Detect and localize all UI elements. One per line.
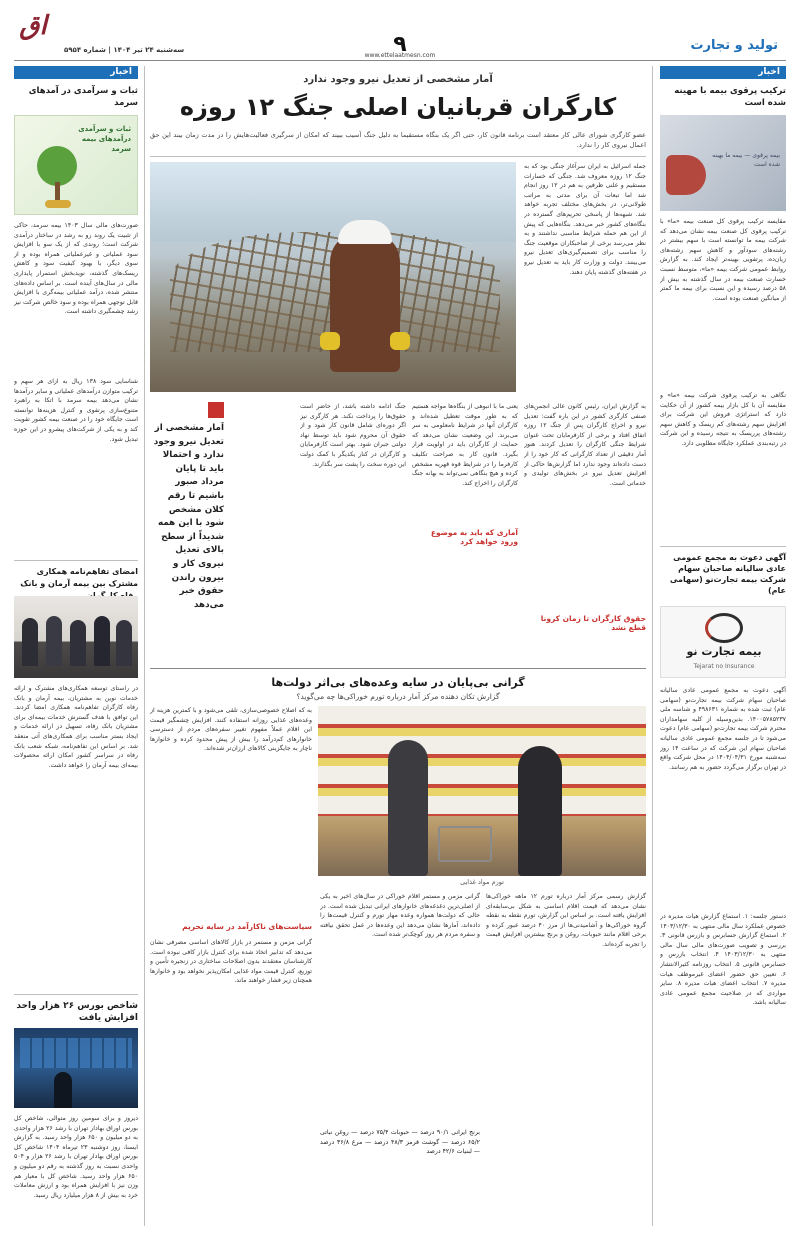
ettelaat-logo: اق <box>19 11 47 41</box>
tree-trunk-icon <box>55 182 60 202</box>
subhead-2: حقوق کارگران تا زمان کرونا قطع نشد <box>540 614 646 632</box>
right-column-rule <box>652 66 653 1226</box>
sky <box>150 162 516 242</box>
bottom-col-4: گرانی مزمن و مستمر در بازار کالاهای اساسی مصرفی نشان می‌دهد که تدابیر اتخاذ شده برای کنترل بازار کافی نبوده است. کارشناسان معتقدند بدون اصلاحات ساختاری در زنجیره تأمین و توزیع، کنترل قیمت مواد غذایی امکان‌پذیر نخواهد بود و خانوارها همچنان زیر فشار خواهند ماند. <box>150 939 312 985</box>
shopping-cart-icon <box>438 826 492 862</box>
ticker-board <box>20 1038 132 1068</box>
sarmad-ad-title: ثبات و سرآمدی درآمدهای بیمه سرمد <box>78 125 131 153</box>
meeting-body: آگهی دعوت به مجمع عمومی عادی سالیانه صاحبان سهام شرکت بیمه تجارت‌نو (سهامی عام) ثبت شده به شماره ۴۹۸۶۳۱ و شناسه ملی ۱۴۰۰۵۷۸۵۲۳۷. بدین‌وسیله از کلیه سهامداران محترم شرکت بیمه تجارت‌نو (سهامی عام) دعوت می‌شود تا در جلسه مجمع عمومی عادی سالیانه صاحبان سهام این شرکت که در ساعت ۱۴ روز سه‌شنبه مورخ ۱۴۰۴/۰۴/۳۱ در محل شرکت واقع در تهران برگزار می‌گردد حضور به هم رسانند. <box>660 687 786 771</box>
section-title: تولید و تجارت <box>690 38 778 53</box>
website: www.ettelaatmesn.com <box>364 52 436 59</box>
grocery-photo <box>318 706 646 876</box>
workers-photo <box>150 162 516 392</box>
quote-logo-icon <box>208 402 224 418</box>
ad-caption: بیمه پرقوی — بیمه ما بهینه شده است <box>712 152 780 168</box>
photo-caption: تورم مواد غذایی <box>460 878 504 886</box>
main-col-1: جمله اسرائیل به ایران سرآغاز جنگی بود که به جنگ ۱۲ روزه معروف شد. جنگی که خسارات مستقیم و علنی ظرفین به هم در ۱۲ روز انجام شد اما تبعات آن برای مدتی به مراتب طولانی‌تر، در بخش‌های مختلف تجربه خواهد شد. شبهه‌ها از پاسخی تحریم‌های گسترده در بنگاه‌های کشور خبر می‌دهد. بنگاه‌هایی که پیش از این هم حمله شرایط مناسبی نداشتند و به نظر می‌رسد برخی از صاحبکاران موقعیت جنگ را مناسب برای تصمیم‌گیری‌های تعدیل نیرو می‌بینند. دولت و وزارت کار باید به تعدیل نیرو در هفته‌های گذشته پایان دهند. <box>524 163 646 276</box>
person-icon <box>46 616 62 666</box>
bourse-body: دیروز و برای سومین روز متوالی، شاخص کل بورس اوراق بهادار تهران با رشد ۲۶ هزار واحدی به دو میلیون و ۶۵۰ هزار واحد رسید. به گزارش ایسنا، روز دوشنبه ۲۳ تیرماه ۱۴۰۴ شاخص کل بورس اوراق بهادار تهران با رشد ۲۶ هزار و ۵۰۴ واحدی نسبت به روز گذشته به رقم دو میلیون و ۶۵۰ هزار واحد رسید. شاخص کل با معیار هم وزن نیز با افزایش همراه بود و ارزش معاملات خرد به بیش از ۸ هزار میلیارد ریال رسید. <box>14 1115 138 1199</box>
logo-mark-icon <box>705 613 743 643</box>
bottom-story <box>150 672 646 1228</box>
glove-icon <box>320 332 340 350</box>
main-headline: کارگران قربانیان اصلی جنگ ۱۲ روزه <box>179 93 617 121</box>
left-column <box>14 66 138 1226</box>
pullquote: آمار مشخصی از تعدیل نیرو وجود ندارد و احتمالا باید تا پایان مرداد صبور باشیم تا رقم کلان مشخص شود با این همه شدیداً از سطح بالای تعدیل نیروی کار و بیرون راندن حقوق خبر می‌دهد <box>153 423 224 610</box>
shopper-figure <box>388 740 428 876</box>
hard-hat-icon <box>338 220 392 244</box>
person-icon <box>94 616 110 666</box>
main-col-4: جنگ ادامه داشته باشد، از حاضر است حقوق‌ها را پرداخت نکند. هر کارگری نیز اگر دوره‌ای شامل قانون کار شود و از حقوق آن محروم شود باید توسط نهاد دولتی جبران شود. بهتر است کارفرمایان و کارگران در کنار یکدیگر با کمک دولت این دوره سخت را پشت سر بگذارند. <box>300 403 406 468</box>
header-rule <box>14 60 786 61</box>
left-news-tag: اخبار <box>14 66 138 79</box>
brand-name-en: Tejarat no Insurance <box>693 663 755 670</box>
bourse-title: شاخص بورس ۲۶ هزار واحد افزایش یافت <box>16 1001 138 1023</box>
page-number: ۹ <box>393 32 407 57</box>
mou-body: در راستای توسعه همکاری‌های مشترک و ارائه خدمات نوین به مشتریان، بیمه آرمان و بانک رفاه کارگران تفاهم‌نامه همکاری امضا کردند. این توافق با هدف گسترش خدمات بیمه‌ای برای مشتریان بانک رفاه، تسهیل در ارائه خدمات و ایجاد بستر مناسب برای همکاری‌های آتی منعقد شد. بر اساس این تفاهم‌نامه، شبکه شعب بانک رفاه در سراسر کشور امکان ارائه محصولات بیمه‌ای بیمه آرمان را خواهد داشت. <box>14 685 138 769</box>
main-lead: عضو کارگری شورای عالی کار معتقد است برنامه قانون کار، حتی اگر یک بنگاه مستقیما به دلیل جنگ آسیب ببیند که امکان از سرگیری فعالیت‌هایش را در مدت زمان بیند این حق اعمال نیروی کار را ندارد. <box>150 131 646 149</box>
bottom-title: گرانی بی‌پایان در سایه وعده‌های بی‌اثر دولت‌ها <box>271 676 525 689</box>
shelves <box>318 706 646 816</box>
person-icon <box>54 1072 72 1108</box>
main-col-3: یعنی ما با انبوهی از بنگاه‌ها مواجه هستیم که به طور موقت تعطیل شده‌اند و کارگران آنها در شرایط نامعلومی به سر می‌برند. این وضعیت نشان می‌دهد که حمایت از کارگران باید در اولویت قرار بگیرد. قانون کار به صراحت تکلیف کارفرما را در شرایط قوه قهریه مشخص کرده و هیچ بنگاهی نمی‌تواند به بهانه جنگ کارگران را اخراج کند. <box>412 403 518 487</box>
bottom-kicker: گزارش تکان دهنده مرکز آمار درباره تورم خوراکی‌ها چه می‌گوید؟ <box>296 692 500 701</box>
left-news-title: ثبات و سرآمدی در آمدهای سرمد <box>28 86 138 108</box>
mou-photo <box>14 596 138 678</box>
left-column-rule <box>144 66 145 1226</box>
worker-figure <box>330 232 400 372</box>
ma-insurance-ad <box>660 115 786 211</box>
right-news-title: ترکیب پرقوی بیمه با مهینه شده است <box>674 86 786 108</box>
left-divider-2 <box>14 994 138 995</box>
tree-icon <box>37 146 77 186</box>
bottom-subhead: سیاست‌های ناکارآمد در سایه تحریم <box>182 922 312 931</box>
left-news-body-2: شناسایی سود ۱۳۸ ریال به ازای هر سهم و ترکیب متوازن درآمدهای عملیاتی و سایر درآمدها نشان می‌دهد بیمه سرمد با اتکا به راهبرد متنوع‌سازی پرتفوی و کنترل هزینه‌ها توانسته است جایگاه خود را در صنعت بیمه کشور تقویت کند و به یکی از شرکت‌های پیشرو در این حوزه تبدیل شود. <box>14 378 138 443</box>
main-col-2: به گزارش ایران، رئیس کانون عالی انجمن‌های صنفی کارگری کشور در این باره گفت: تعدیل نیرو و اخراج کارگران پس از جنگ ۱۲ روزه اتفاق افتاد و برخی از کارفرمایان تحت عنوان شرایط جنگی کارگران را تعدیل کردند. هنوز آمار دقیقی از تعداد کارگرانی که کار خود را از دست داده‌اند وجود ندارد اما گزارش‌ها حاکی از افزایش تعدیل نیرو در بخش‌های تولیدی و خدماتی است. <box>524 403 646 487</box>
meeting-title: آگهی دعوت به مجمع عمومی عادی سالیانه صاحبان سهام شرکت بیمه تجارت‌نو (سهامی عام) <box>669 553 786 595</box>
bottom-col-2: گزارش رسمی مرکز آمار درباره تورم ۱۲ ماهه خوراکی‌ها نشان می‌دهد که قیمت اقلام اساسی به شکل بی‌سابقه‌ای افزایش یافته است. بر اساس این گزارش، تورم نقطه به نقطه گروه خوراکی‌ها و آشامیدنی‌ها از مرز ۴۰ درصد عبور کرده و برخی اقلام مانند حبوبات، روغن و برنج بیشترین افزایش قیمت را تجربه کرده‌اند. <box>486 893 646 948</box>
meeting-agenda: دستور جلسه: ۱. استماع گزارش هیات مدیره در خصوص عملکرد سال مالی منتهی به ۱۴۰۳/۱۲/۳۰ ۲. استماع گزارش حسابرس و بازرس قانونی ۳. بررسی و تصویب صورت‌های مالی سال مالی منتهی به ۱۴۰۳/۱۲/۳۰ ۴. انتخاب بازرس و حسابرس قانونی ۵. انتخاب روزنامه کثیرالانتشار ۶. تعیین حق حضور اعضای غیرموظف هیات مدیره ۷. انتخاب اعضای هیات مدیره ۸. سایر مواردی که در صلاحیت مجمع عمومی عادی سالیانه باشد. <box>660 913 786 1007</box>
brand-name: بیمه تجارت نو <box>686 645 762 658</box>
person-icon <box>116 620 132 666</box>
bottom-col-1: به که اصلاح خصوصی‌سازی، تلقی می‌شود و با کمترین هزینه از وعده‌های غذایی روزانه استفاده کنند. افزایش چشمگیر قیمت این اقلام عملاً مفهوم تغییر سفره‌های مردم از دسترسی خانوارهای کم‌درآمد را بیش از پیش محدود کرده و خانوارها ناچار به جایگزینی کالاهای ارزان‌تر شده‌اند. <box>150 707 312 753</box>
right-column <box>660 66 786 1226</box>
left-news-body: صورت‌های مالی سال ۱۴۰۳ بیمه سرمد، حاکی از تثبیت یک روند رو به رشد در ساختار درآمدی شرکت است؛ روندی که از یک سو با افزایش سود عملیاتی و غیرعملیاتی همراه بوده و از سوی دیگر، با بهبود کیفیت سود و کاهش ریسک‌های گذشته، نویدبخش استمرار پایداری مالی در سال‌های آینده است. بر اساس داده‌های منتشر شده، درآمد عملیاتی بیمه‌گری با افزایش قابل توجهی همراه بوده و سود خالص شرکت نیز رشد چشمگیری داشته است. <box>14 222 138 316</box>
bottom-col-3: گرانی مزمن و مستمر اقلام خوراکی در سال‌های اخیر به یکی از اصلی‌ترین دغدغه‌های خانوارهای ایرانی تبدیل شده است. در حالی که دولت‌ها همواره وعده مهار تورم و کنترل قیمت‌ها را داده‌اند، آمارها نشان می‌دهد این وعده‌ها در عمل تحقق نیافته و سفره مردم هر روز کوچک‌تر شده است. <box>320 893 480 939</box>
lead-rule <box>150 156 646 157</box>
sarmad-ad-image <box>14 115 138 215</box>
tejarat-no-logo <box>660 606 786 678</box>
main-bottom-rule <box>150 668 646 669</box>
main-kicker: آمار مشخصی از تعدیل نیرو وجود ندارد <box>303 74 493 85</box>
right-news-body-2: نگاهی به ترکیب پرقوی شرکت بیمه «ما» و مقایسه آن با کل بازار بیمه کشور از آن حکایت دارد که استراتژی فروش این شرکت برای افزایش سهم رشته‌های کم ریسک و کاهش سهم رشته‌های پرریسک به نتیجه رسیده و این شرکت در رتبه‌بندی عملکرد جایگاه مطلوبی دارد. <box>660 392 786 447</box>
person-icon <box>70 620 86 666</box>
right-news-body: مقایسه ترکیب پرقوی کل صنعت بیمه «ما» با ترکیب پرقوی کل صنعت بیمه نشان می‌دهد که شرکت بیمه ما توانسته است با سهم بیشتر در رشته‌های سودآور و کاهش سهم رشته‌های زیان‌ده، پرتفویی بهینه‌تر ایجاد کند. به گزارش روابط عمومی شرکت بیمه «ما»، متوسط نسبت خسارت صنعت بیمه در سال گذشته به بیش از ۵۸ درصد رسیده و این نسبت برای بیمه ما کمتر از میانگین صنعت بوده است. <box>660 218 786 302</box>
right-news-tag: اخبار <box>660 66 786 79</box>
left-divider-1 <box>14 560 138 561</box>
main-story <box>150 66 646 666</box>
mou-title: امضای تفاهم‌نامه همکاری مشترک بین بیمه آرمان و بانک <box>20 567 138 588</box>
hand-icon <box>666 155 706 195</box>
right-divider <box>660 546 786 547</box>
person-icon <box>22 618 38 666</box>
bourse-photo <box>14 1028 138 1108</box>
pullquote-box <box>150 402 224 622</box>
glove-icon <box>390 332 410 350</box>
bottom-list: برنج ایرانی ۹۰/۱ درصد — حبوبات ۷۵/۴ درصد — روغن نباتی ۶۵/۲ درصد — گوشت قرمز ۴۸/۳ درصد — مرغ ۳۶/۸ درصد — لبنیات ۴۲/۶ درصد <box>320 1129 480 1156</box>
shopper-figure <box>518 746 562 876</box>
issue-info: سه‌شنبه ۲۴ تیر ۱۴۰۴ | شماره ۵۹۵۴ <box>64 46 185 54</box>
subhead-1: آماری که باید به موضوع ورود خواهد کرد <box>430 528 518 546</box>
masthead <box>0 0 800 62</box>
coins-icon <box>45 200 71 208</box>
